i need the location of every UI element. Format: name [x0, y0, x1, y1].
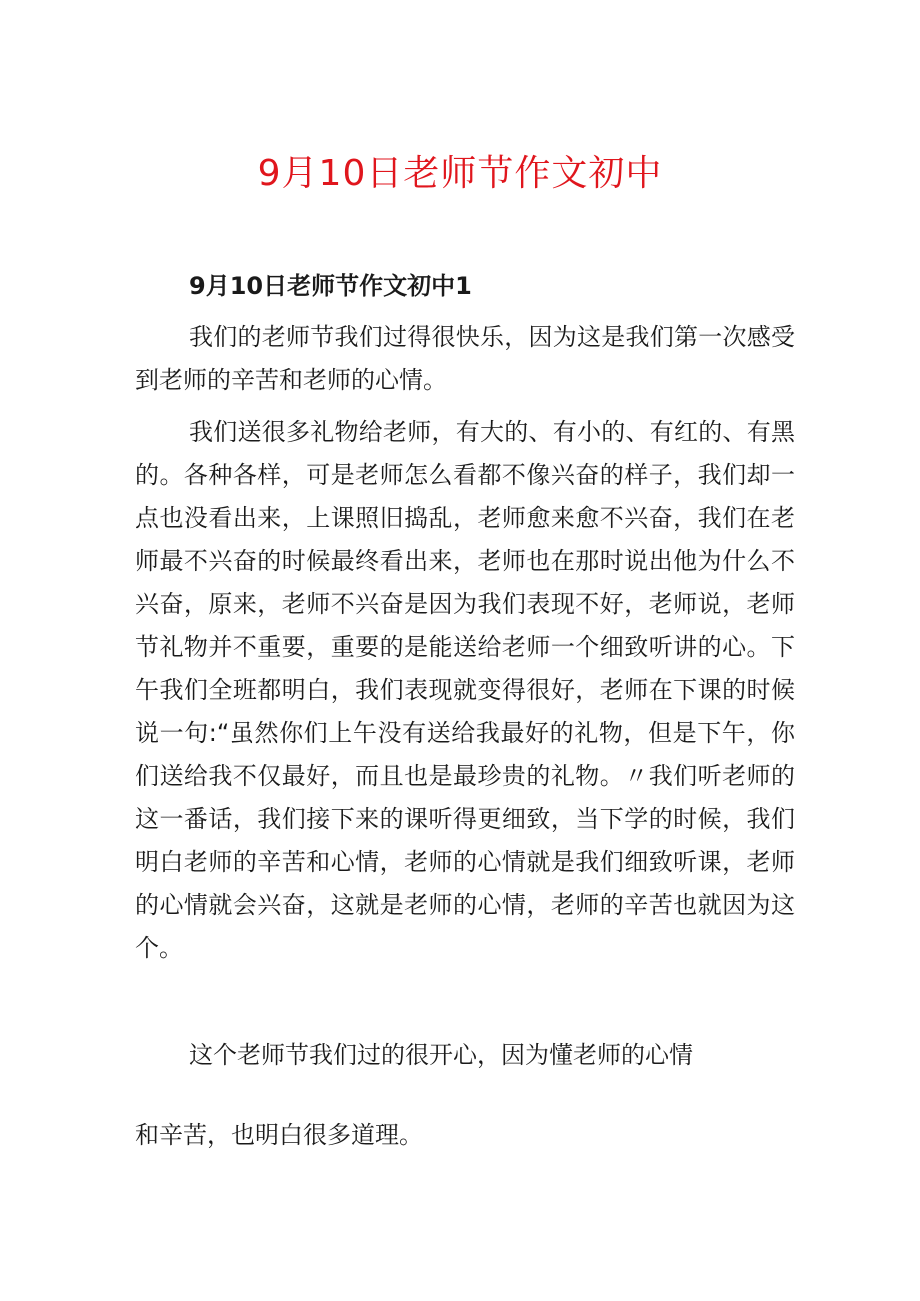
paragraph-4: 和辛苦，也明白很多道理。 — [135, 1121, 423, 1149]
section-heading: 9月10日老师节作文初中1 — [189, 272, 472, 300]
paragraph-2: 我们送很多礼物给老师，有大的、有小的、有红的、有黑的。各种各样，可是老师怎么看都不像兴奋的样子，我们却一点也没看出来，上课照旧捣乱，老师愈来愈不兴奋，我们在老师最不兴奋的时候最终看出来，老师也在那时说出他为什么不兴奋，原来，老师不兴奋是因为我们表现不好，老师说，老师节礼物并不重要，重要的是能送给老师一个细致听讲的心。下午我们全班都明白，我们表现就变得很好，老师在下课的时候说一句:“虽然你们上午没有送给我最好的礼物，但是下午，你们送给我不仅最好，而且也是最珍贵的礼物。〃我们听老师的这一番话，我们接下来的课听得更细致，当下学的时候，我们明白老师的辛苦和心情，老师的心情就是我们细致听课，老师的心情就会兴奋，这就是老师的心情，老师的辛苦也就因为这个。 — [135, 418, 795, 962]
document-title: 9月10日老师节作文初中 — [257, 153, 663, 194]
paragraph-3: 这个老师节我们过的很开心，因为懂老师的心情 — [189, 1041, 693, 1069]
paragraph-1: 我们的老师节我们过得很快乐，因为这是我们第一次感受到老师的辛苦和老师的心情。 — [135, 323, 795, 394]
